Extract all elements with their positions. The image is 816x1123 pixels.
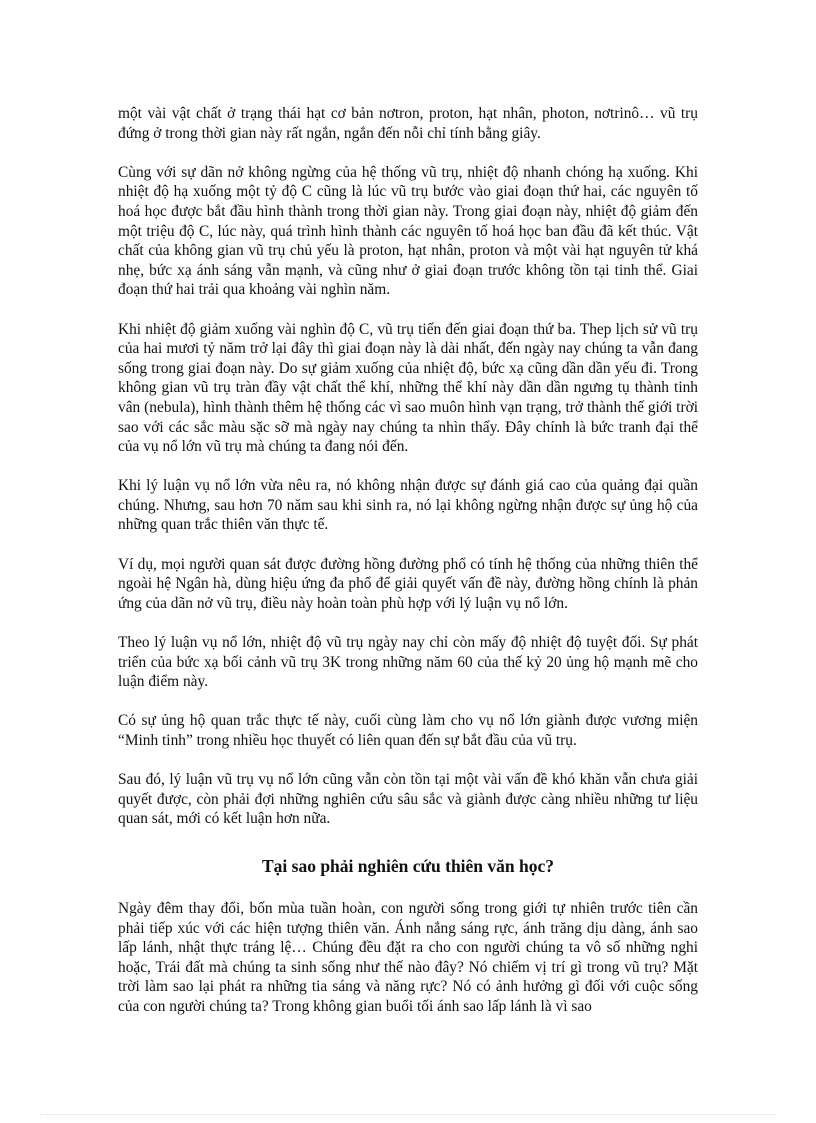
paragraph: một vài vật chất ở trạng thái hạt cơ bản nơtron, proton, hạt nhân, photon, nơtrinô… vũ trụ đứng ở trong thời gian này rất ngắn, ngắn đến nỗi chỉ tính bằng giây. xyxy=(118,105,698,142)
paragraph: Khi lý luận vụ nổ lớn vừa nêu ra, nó không nhận được sự đánh giá cao của quảng đại quần chúng. Nhưng, sau hơn 70 năm sau khi sinh ra, nó lại không ngừng nhận được sự ủng hộ của những quan trắc thiên văn thực tế. xyxy=(118,477,698,534)
document-body xyxy=(118,104,698,1036)
paragraph: Khi nhiệt độ giảm xuống vài nghìn độ C, vũ trụ tiến đến giai đoạn thứ ba. Thep lịch sử vũ trụ của hai mươi tỷ năm trở lại đây thì giai đoạn này là dài nhất, đến ngày nay chúng ta vẫn đang sống trong giai đoạn này. Do sự giảm xuống của nhiệt độ, bức xạ cũng dần dần yếu đi. Trong không gian vũ trụ tràn đầy vật chất thể khí, những thể khí này dần dần ngưng tụ thành tinh vân (nebula), hình thành thêm hệ thống các vì sao muôn hình vạn trạng, trở thành thế giới trời sao với các sắc màu sặc sỡ mà ngày nay chúng ta nhìn thấy. Đây chính là bức tranh đại thể của vụ nổ lớn vũ trụ mà chúng ta đang nói đến. xyxy=(118,320,698,456)
paragraph: Có sự ủng hộ quan trắc thực tế này, cuối cùng làm cho vụ nổ lớn giành được vương miện “Minh tinh” trong nhiều học thuyết có liên quan đến sự bắt đầu của vũ trụ. xyxy=(118,712,698,749)
section-heading: Tại sao phải nghiên cứu thiên văn học? xyxy=(261,855,555,876)
paragraph: Theo lý luận vụ nổ lớn, nhiệt độ vũ trụ ngày nay chỉ còn mấy độ nhiệt độ tuyệt đối. Sự phát triển của bức xạ bối cảnh vũ trụ 3K trong những năm 60 của thế kỷ 20 ủng hộ mạnh mẽ cho luận điểm này. xyxy=(118,634,698,691)
paragraph: Cùng với sự dãn nở không ngừng của hệ thống vũ trụ, nhiệt độ nhanh chóng hạ xuống. Khi nhiệt độ hạ xuống một tỷ độ C cũng là lúc vũ trụ bước vào giai đoạn thứ hai, các nguyên tố hoá học được bắt đầu hình thành trong thời gian này. Trong giai đoạn này, nhiệt độ giảm đến một triệu độ C, lúc này, quá trình hình thành các nguyên tố hoá học ban đầu đã kết thúc. Vật chất của không gian vũ trụ chủ yếu là proton, hạt nhân, proton và một vài hạt nguyên tử khá nhẹ, bức xạ ánh sáng vẫn mạnh, và cũng như ở giai đoạn trước không tồn tại tinh thể. Giai đoạn thứ hai trải qua khoảng vài nghìn năm. xyxy=(118,163,698,299)
paragraph: Sau đó, lý luận vũ trụ vụ nổ lớn cũng vẫn còn tồn tại một vài vấn đề khó khăn vẫn chưa giải quyết được, còn phải đợi những nghiên cứu sâu sắc và giành được càng nhiều những tư liệu quan sát, mới có kết luận hơn nữa. xyxy=(118,771,698,828)
paragraph: Ví dụ, mọi người quan sát được đường hồng đường phổ có tính hệ thống của những thiên thể ngoài hệ Ngân hà, dùng hiệu ứng đa phổ để giải quyết vấn đề này, đường hồng chính là phản ứng của dãn nở vũ trụ, điều này hoàn toàn phù hợp với lý luận vụ nổ lớn. xyxy=(118,555,698,612)
paragraph: Ngày đêm thay đổi, bốn mùa tuần hoàn, con người sống trong giới tự nhiên trước tiên cần phải tiếp xúc với các hiện tượng thiên văn. Ánh nắng sáng rực, ánh trăng dịu dàng, ánh sao lấp lánh, nhật thực tráng lệ… Chúng đều đặt ra cho con người chúng ta vô số những nghi hoặc, Trái đất mà chúng ta sinh sống như thế nào đây? Nó chiếm vị trí gì trong vũ trụ? Mặt trời làm sao lại phát ra những tia sáng và năng rực? Nó có ảnh hưởng gì đối với cuộc sống của con người chúng ta? Trong không gian buổi tối ánh sao lấp lánh là vì sao xyxy=(118,899,698,1015)
page-bottom-divider xyxy=(40,1114,776,1115)
